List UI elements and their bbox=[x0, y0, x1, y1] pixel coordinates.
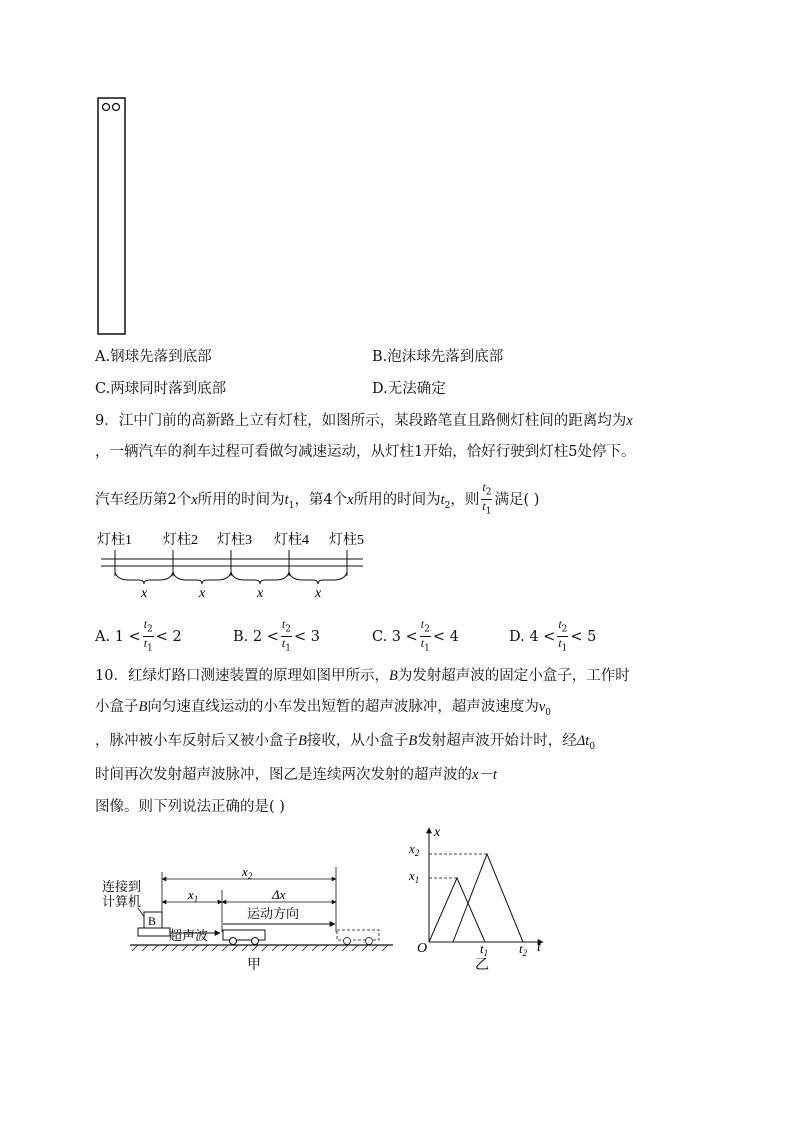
q8-option-a[interactable]: A.钢球先落到底部 bbox=[95, 349, 212, 365]
steel-ball-icon bbox=[103, 104, 110, 111]
q9-option-c[interactable]: C. 3 < $\frac{t_2}{t_1}$ < 4 bbox=[372, 617, 459, 654]
car-1 bbox=[223, 930, 265, 940]
brace-1 bbox=[115, 572, 173, 584]
connect-label-2: 计算机 bbox=[102, 894, 142, 909]
t2-over-t1: $\frac{t_2}{t_1}$ bbox=[482, 480, 492, 517]
car-1-wheel-icon bbox=[252, 938, 259, 945]
q10-line-4: 时间再次发射超声波脉冲，图乙是连续两次发射的超声波的x－t bbox=[95, 767, 497, 783]
foam-ball-icon bbox=[113, 104, 120, 111]
figure-yi-caption: 乙 bbox=[475, 958, 489, 973]
x2-label: $x_2$ bbox=[242, 864, 253, 881]
figure-yi bbox=[385, 822, 560, 982]
wave-label: 超声波 bbox=[169, 928, 209, 943]
car-2-wheel-icon bbox=[344, 938, 351, 945]
q9-option-d[interactable]: D. 4 < $\frac{t_2}{t_1}$ < 5 bbox=[509, 617, 597, 654]
lamp-post-figure bbox=[95, 528, 385, 600]
x-axis-label: t bbox=[537, 940, 541, 955]
q9-option-a[interactable]: A. 1 < $\frac{t_2}{t_1}$ < 2 bbox=[95, 617, 182, 654]
pulse-2-line bbox=[453, 854, 523, 942]
q9-line-1: 9．江中门前的高新路上立有灯柱，如图所示，某段路笔直且路侧灯柱间的距离均为x bbox=[95, 413, 633, 429]
figure-jia-caption: 甲 bbox=[247, 958, 261, 973]
gap-label-2: x bbox=[199, 586, 206, 600]
dx-label: Δx bbox=[272, 887, 286, 902]
t2-tick-label: $t_2$ bbox=[519, 941, 528, 958]
y-axis-label: x bbox=[434, 825, 441, 840]
tube-figure bbox=[95, 95, 130, 340]
pole-label-1: 灯柱1 bbox=[97, 533, 132, 548]
pole-label-5: 灯柱5 bbox=[329, 533, 364, 548]
q10-line-1: 10．红绿灯路口测速装置的原理如图甲所示，B为发射超声波的固定小盒子，工作时 bbox=[95, 668, 630, 684]
q10-line-5: 图像。则下列说法正确的是( ) bbox=[95, 799, 285, 815]
q8-option-b[interactable]: B.泡沫球先落到底部 bbox=[372, 349, 504, 365]
box-b-label: B bbox=[148, 914, 157, 928]
q10-line-2: 小盒子B向匀速直线运动的小车发出短暂的超声波脉冲，超声波速度为$v_0$ bbox=[95, 699, 552, 718]
figure-jia bbox=[95, 862, 400, 977]
brace-4 bbox=[289, 572, 347, 584]
car-2-dashed bbox=[337, 930, 379, 940]
car-2-wheel-icon bbox=[366, 938, 373, 945]
x1-label: $x_1$ bbox=[188, 887, 199, 904]
t1-tick-label: $t_1$ bbox=[480, 941, 489, 958]
pole-label-4: 灯柱4 bbox=[274, 533, 309, 548]
connect-label-1: 连接到 bbox=[102, 879, 142, 894]
q10-line-3: ，脉冲被小车反射后又被小盒子B接收，从小盒子B发射超声波开始计时，经$\Delta t_0$ bbox=[95, 733, 595, 752]
q9-option-b[interactable]: B. 2 < $\frac{t_2}{t_1}$ < 3 bbox=[233, 617, 320, 654]
x2-tick-label: $x_2$ bbox=[409, 841, 420, 858]
pole-label-3: 灯柱3 bbox=[217, 533, 252, 548]
x1-tick-label: $x_1$ bbox=[409, 868, 420, 885]
brace-2 bbox=[173, 572, 231, 584]
tube bbox=[98, 98, 125, 334]
gap-label-1: x bbox=[141, 586, 148, 600]
brace-3 bbox=[231, 572, 289, 584]
ground-hatch bbox=[132, 945, 388, 951]
car-1-wheel-icon bbox=[230, 938, 237, 945]
origin-label: O bbox=[417, 941, 428, 956]
q9-line-3: 汽车经历第2个x所用的时间为$t_1$，第4个x所用的时间为$t_2$，则 $\frac{t_2}{t_1}$ 满足( ) bbox=[95, 480, 540, 517]
direction-label: 运动方向 bbox=[247, 906, 300, 921]
gap-label-4: x bbox=[315, 586, 322, 600]
gap-label-3: x bbox=[257, 586, 264, 600]
q8-option-d[interactable]: D.无法确定 bbox=[372, 381, 446, 397]
q8-option-c[interactable]: C.两球同时落到底部 bbox=[95, 381, 227, 397]
pole-label-2: 灯柱2 bbox=[163, 533, 198, 548]
box-base bbox=[138, 928, 170, 936]
q9-line-2: ，一辆汽车的刹车过程可看做匀减速运动，从灯柱1开始，恰好行驶到灯柱5处停下。 bbox=[95, 444, 636, 460]
